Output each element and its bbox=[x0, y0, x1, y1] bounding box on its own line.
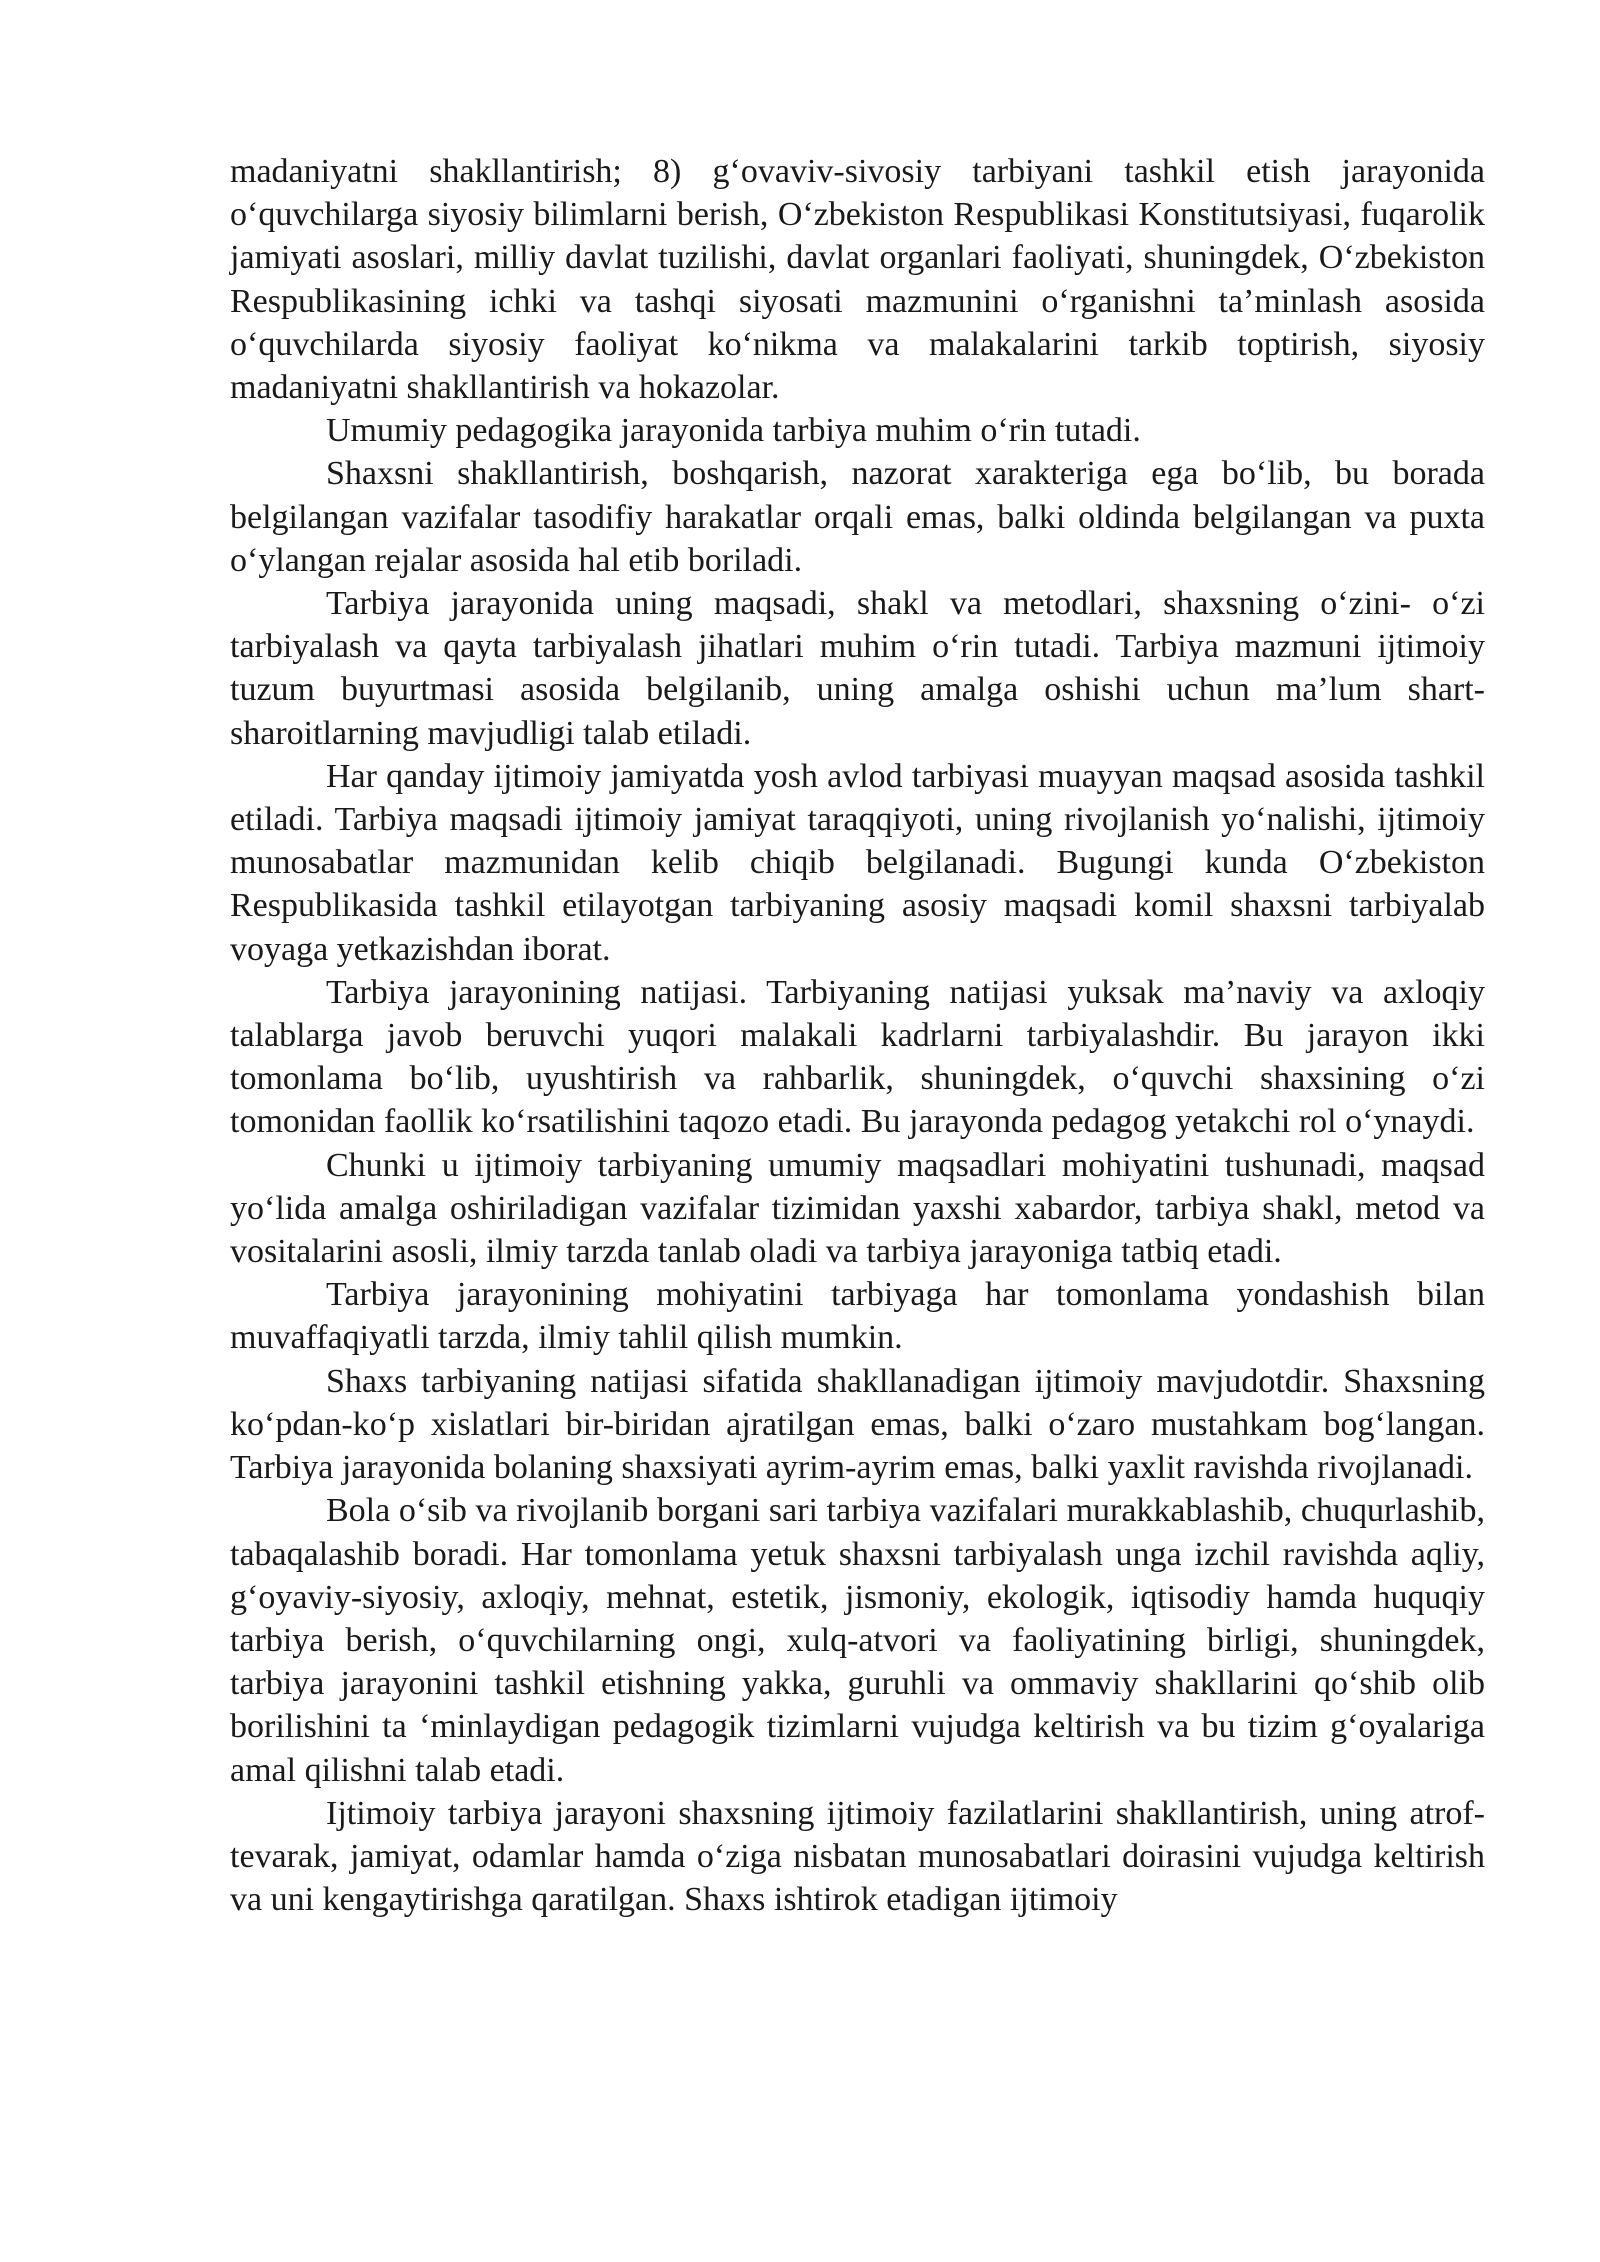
paragraph-continuation: madaniyatni shakllantirish; 8) g‘ovaviv-sivosiy tarbiyani tashkil etish jarayonida o‘quvchilarga siyosiy bilimlarni berish, O‘zbekiston Respublikasi Konstitutsiyasi, fuqarolik jamiyati asoslari, milliy davlat tuzilishi, davlat organlari faoliyati, shuningdek, O‘zbekiston Respublikasining ichki va tashqi siyosati mazmunini o‘rganishni ta’minlash asosida o‘quvchilarda siyosiy faoliyat ko‘nikma va malakalarini tarkib toptirish, siyosiy madaniyatni shakllantirish va hokazolar. bbox=[230, 153, 1485, 407]
paragraph: Shaxsni shakllantirish, boshqarish, nazorat xarakteriga ega bo‘lib, bu borada belgilangan vazifalar tasodifiy harakatlar orqali emas, balki oldinda belgilangan va puxta o‘ylangan rejalar asosida hal etib boriladi. bbox=[230, 455, 1485, 579]
paragraph: Tarbiya jarayonida uning maqsadi, shakl va metodlari, shaxsning o‘zini- o‘zi tarbiyalash va qayta tarbiyalash jihatlari muhim o‘rin tutadi. Tarbiya mazmuni ijtimoiy tuzum buyurtmasi asosida belgilanib, uning amalga oshishi uchun ma’lum shart-sharoitlarning mavjudligi talab etiladi. bbox=[230, 585, 1485, 752]
paragraph: Ijtimoiy tarbiya jarayoni shaxsning ijtimoiy fazilatlarini shakllantirish, uning atrof-tevarak, jamiyat, odamlar hamda o‘ziga nisbatan munosabatlari doirasini vujudga keltirish va uni kengaytirishga qaratilgan. Shaxs ishtirok etadigan ijtimoiy bbox=[230, 1794, 1485, 1919]
paragraph: Chunki u ijtimoiy tarbiyaning umumiy maqsadlari mohiyatini tushunadi, maqsad yo‘lida amalga oshiriladigan vazifalar tizimidan yaxshi xabardor, tarbiya shakl, metod va vositalarini asosli, ilmiy tarzda tanlab oladi va tarbiya jarayoniga tatbiq etadi. bbox=[230, 1146, 1485, 1271]
paragraph: Shaxs tarbiyaning natijasi sifatida shakllanadigan ijtimoiy mavjudotdir. Shaxsning ko‘pdan-ko‘p xislatlari bir-biridan ajratilgan emas, balki o‘zaro mustahkam bog‘langan. Tarbiya jarayonida bolaning shaxsiyati ayrim-ayrim emas, balki yaxlit ravishda rivojlanadi. bbox=[230, 1362, 1485, 1487]
document-page bbox=[230, 150, 1485, 1921]
paragraph: Tarbiya jarayonining natijasi. Tarbiyaning natijasi yuksak ma’naviy va axloqiy talablarga javob beruvchi yuqori malakali kadrlarni tarbiyalashdir. Bu jarayon ikki tomonlama bo‘lib, uyushtirish va rahbarlik, shuningdek, o‘quvchi shaxsining o‘zi tomonidan faollik ko‘rsatilishini taqozo etadi. Bu jarayonda pedagog yetakchi rol o‘ynaydi. bbox=[230, 973, 1485, 1141]
paragraph: Umumiy pedagogika jarayonida tarbiya muhim o‘rin tutadi. bbox=[326, 412, 1141, 450]
paragraph: Har qanday ijtimoiy jamiyatda yosh avlod tarbiyasi muayyan maqsad asosida tashkil etiladi. Tarbiya maqsadi ijtimoiy jamiyat taraqqiyoti, uning rivojlanish yo‘nalishi, ijtimoiy munosabatlar mazmunidan kelib chiqib belgilanadi. Bugungi kunda O‘zbekiston Respublikasida tashkil etilayotgan tarbiyaning asosiy maqsadi komil shaxsni tarbiyalab voyaga yetkazishdan iborat. bbox=[230, 757, 1485, 968]
paragraph: Bola o‘sib va rivojlanib borgani sari tarbiya vazifalari murakkablashib, chuqurlashib, tabaqalashib boradi. Har tomonlama yetuk shaxsni tarbiyalash unga izchil ravishda aqliy, g‘oyaviy-siyosiy, axloqiy, mehnat, estetik, jismoniy, ekologik, iqtisodiy hamda huquqiy tarbiya berish, o‘quvchilarning ongi, xulq-atvori va faoliyatining birligi, shuningdek, tarbiya jarayonini tashkil etishning yakka, guruhli va ommaviy shakllarini qo‘shib olib borilishini ta ‘minlaydigan pedagogik tizimlarni vujudga keltirish va bu tizim g‘oyalariga amal qilishni talab etadi. bbox=[230, 1492, 1485, 1789]
paragraph: Tarbiya jarayonining mohiyatini tarbiyaga har tomonlama yondashish bilan muvaffaqiyatli tarzda, ilmiy tahlil qilish mumkin. bbox=[230, 1276, 1485, 1357]
